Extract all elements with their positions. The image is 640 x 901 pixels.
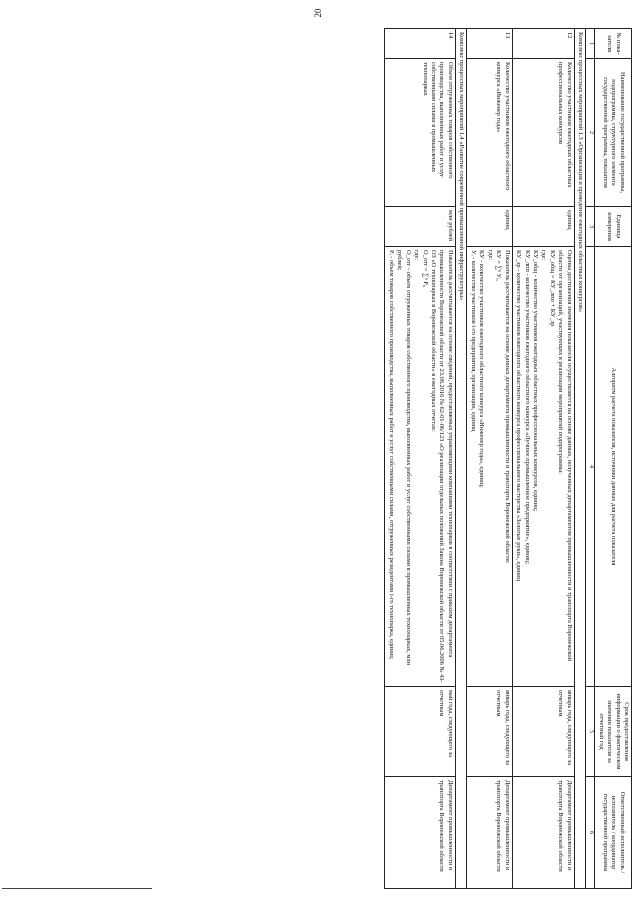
col-number: 3 <box>586 207 595 247</box>
section-title: Комплекс процессных мероприятий 1.4 «Развитие современной промышленной инфраструктуры» <box>455 29 466 889</box>
row-unit: млн рублей <box>385 207 456 247</box>
rotated-table-wrapper <box>157 28 632 888</box>
column-number-row <box>586 29 595 889</box>
row-responsible: Департамент промышленности и транспорта Воронежской области <box>467 777 512 889</box>
algo-line: Уᵢ - количество участников i-го предприятия, организации, единиц <box>469 250 477 432</box>
row-unit: единиц <box>467 207 512 247</box>
page-number: 20 <box>313 8 323 18</box>
row-num: 13 <box>467 29 512 59</box>
algo-line: Оценка достижения значения показателя осуществляется на основе данных, полученных департаментом промышленности и транспорта Воронежской области от организаций, участвующих в реализации мероприятий подпрограммы: <box>557 250 573 662</box>
algo-line: где: <box>413 250 421 261</box>
row-name: Количество участников ежегодного областного конкурса «Инженер года» <box>467 59 512 207</box>
col-number: 5 <box>586 687 595 777</box>
section-title: Комплекс процессных мероприятий 1.3 «Организация и проведение ежегодных областных конкурсов» <box>574 29 585 889</box>
row-name: Объем отгруженных товаров собственного производства, выполненных работ и услуг собственными силами в промышленных технопарках <box>385 59 456 207</box>
header-name: Наименование государственной программы, подпрограммы, структурного элемента государственной программы, показателя <box>595 59 632 207</box>
col-number: 2 <box>586 59 595 207</box>
row-term: май года, следующего за отчетным <box>385 687 456 777</box>
col-number: 4 <box>586 247 595 687</box>
table-row <box>385 29 456 889</box>
algo-line: КУ_общ - количество участников ежегодных областных профессиональных конкурсов, единиц; <box>532 250 540 512</box>
algo-line: О_отг - объем отгруженных товаров собственного производства, выполненных работ и услуг собственными силами в промышленных технопарках, млн рублей; <box>396 250 412 665</box>
header-term: Срок предоставления информации о фактическом значении показателя за отчетный год <box>595 687 632 777</box>
row-responsible: Департамент промышленности и транспорта Воронежской области <box>385 777 456 889</box>
header-responsible: Ответственный исполнитель / исполнитель / координатор государственной программы <box>595 777 632 889</box>
scan-edge-line <box>2 888 152 889</box>
col-number: 1 <box>586 29 595 59</box>
header-num: № пока-зателя <box>595 29 632 59</box>
algo-line: Рᵢ - объем товаров собственного производства, выполненных работ и услуг собственными силами, отгруженных резидентами i-го технопарка, единиц <box>387 250 395 659</box>
table-row <box>467 29 512 889</box>
row-term: январь года, следующего за отчетным <box>512 687 574 777</box>
row-name: Количество участников ежегодных областных профессиональных конкурсов <box>512 59 574 207</box>
indicator-table <box>384 28 632 889</box>
algo-line: Показатель рассчитывается на основе сведений, предоставляемых управляющими компаниями технопарков в соответствии с приказом департамента промышленности Воронежской области от 23.08.2016 № 62-01-06/123 «О реализации отдельных положений Закона Воронежской области от 05.06.2006 № 43-ОЗ «О технопарках в Воронежской области» в ежегодных отчетах: <box>430 250 454 683</box>
col-number: 6 <box>586 777 595 889</box>
header-row <box>595 29 632 889</box>
algo-line: КУ_зр - количество участников ежегодного областного конкурса профессионального мастерства «Золотые руки», единиц <box>515 250 523 582</box>
row-num: 12 <box>512 29 574 59</box>
row-num: 14 <box>385 29 456 59</box>
algo-line: КУ - количество участников ежегодного областного конкурса «Инженер года», единиц; <box>478 250 486 488</box>
row-unit: единиц <box>512 207 574 247</box>
algo-formula: КУ = ∑ⁿ Уᵢ, <box>495 250 503 281</box>
algo-line: где: <box>486 250 494 261</box>
row-algorithm <box>467 247 512 687</box>
header-algorithm: Алгоритм расчета показателя, источники данных для расчета показателя <box>595 247 632 687</box>
row-algorithm <box>385 247 456 687</box>
row-term: январь года, следующего за отчетным <box>467 687 512 777</box>
row-algorithm <box>512 247 574 687</box>
table-row <box>512 29 574 889</box>
algo-formula: О_отг = ∑ⁿ Рᵢ, <box>421 250 429 288</box>
algo-line: Показатель рассчитывается на основе данных департамента промышленности и транспорта Воронежской области: <box>503 250 511 564</box>
row-responsible: Департамент промышленности и транспорта Воронежской области <box>512 777 574 889</box>
section-row <box>455 29 466 889</box>
algo-formula: КУ_общ = КУ_лпп + КУ_зр <box>548 250 556 327</box>
algo-line: где: <box>540 250 548 261</box>
section-row <box>574 29 585 889</box>
header-unit: Единица измерения <box>595 207 632 247</box>
algo-line: КУ_лпп - количество участников ежегодного областного конкурса «Лучшее промышленное предприятие», единиц; <box>523 250 531 565</box>
